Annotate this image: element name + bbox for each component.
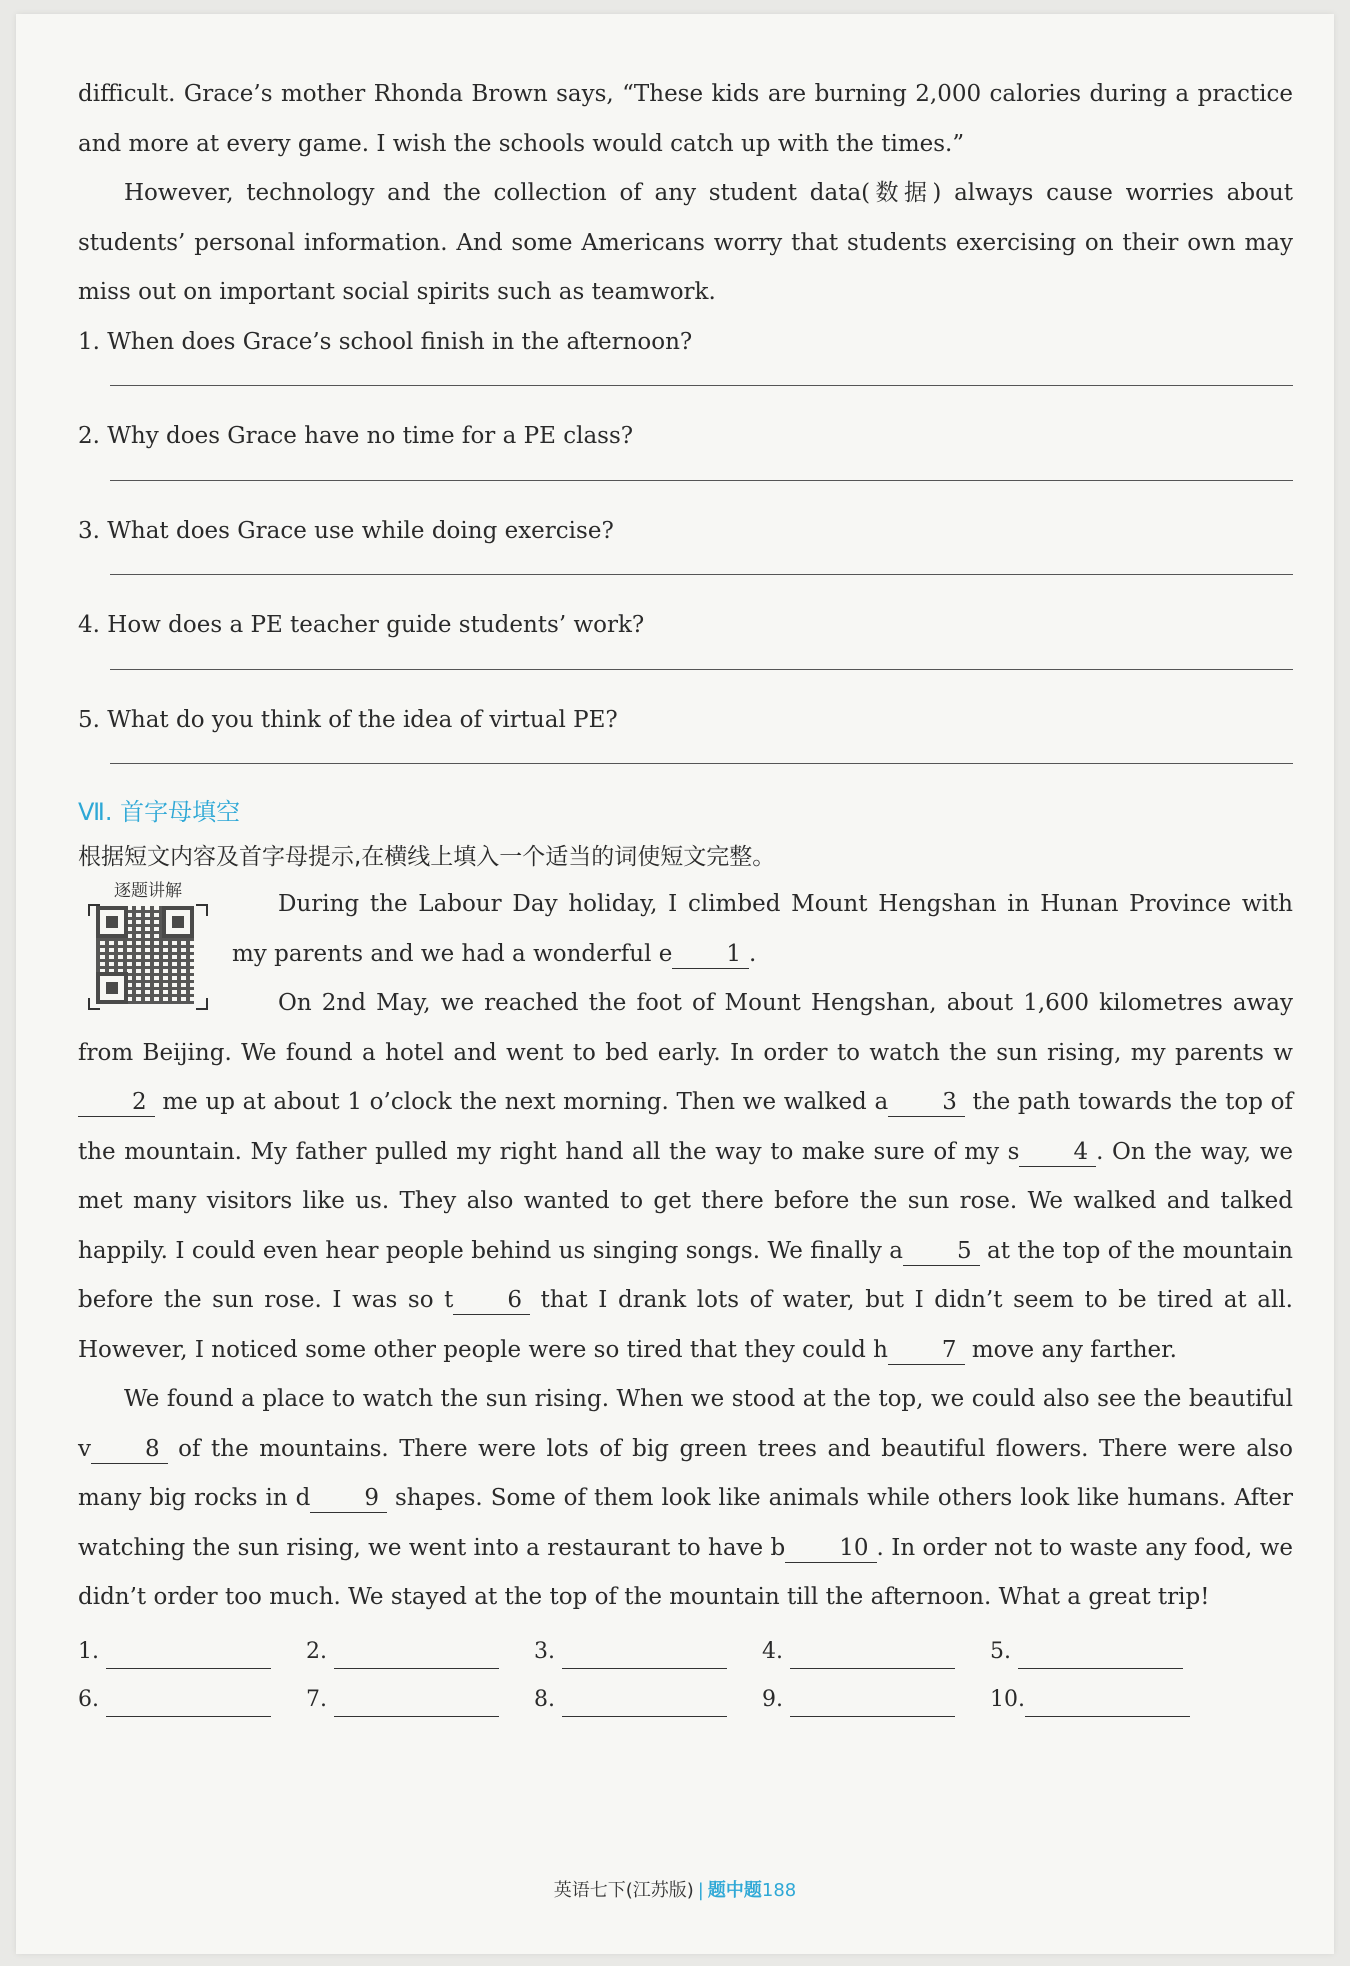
- answer-row-2: [78, 1677, 1293, 1725]
- answer-line-3[interactable]: [110, 574, 1293, 575]
- section-title: Ⅶ. 首字母填空: [78, 798, 241, 826]
- answer-line-5[interactable]: [110, 763, 1293, 764]
- blank-5[interactable]: 5: [903, 1237, 980, 1266]
- question-5: 5. What do you think of the idea of virtual PE?: [78, 706, 618, 733]
- answer-slot-6[interactable]: 6.: [78, 1675, 306, 1725]
- passage-paragraph-2: However, technology and the collection of any student data(数据) always cause worries about students’ personal information. And some Americans worry that students exercising on their own may miss out on important social spirits such as teamwork.: [78, 180, 1293, 305]
- qr-label: 逐题讲解: [114, 881, 182, 901]
- blank-10[interactable]: 10: [785, 1534, 876, 1563]
- cloze-paragraph-3: We found a place to watch the sun rising. When we stood at the top, we could also see the beautiful v 8 of the mountains. There were lots of big green trees and beautiful flowers. There were also many big rocks in d 9 shapes. Some of them look like animals while others look like humans. After watching the sun rising, we went into a restaurant to have b 10 . In order not to waste any food, we didn’t order too much. We stayed at the top of the mountain till the afternoon. What a great trip!: [78, 1386, 1293, 1610]
- content: [78, 70, 1293, 1725]
- footer-book-title: 英语七下(江苏版): [553, 1880, 694, 1901]
- answer-slot-4[interactable]: 4.: [762, 1627, 990, 1677]
- answer-line-2[interactable]: [110, 480, 1293, 481]
- answer-line-4[interactable]: [110, 669, 1293, 670]
- blank-2[interactable]: 2: [78, 1088, 155, 1117]
- section-instruction: 根据短文内容及首字母提示,在横线上填入一个适当的词使短文完整。: [78, 844, 776, 870]
- blank-1[interactable]: 1: [672, 940, 749, 969]
- blank-4[interactable]: 4: [1019, 1138, 1096, 1167]
- answer-line-1[interactable]: [110, 385, 1293, 386]
- question-4: 4. How does a PE teacher guide students’ work?: [78, 612, 645, 638]
- page: [16, 14, 1334, 1954]
- answer-slot-3[interactable]: 3.: [534, 1627, 762, 1677]
- footer-brand: 题中题: [707, 1880, 762, 1901]
- page-number: 188: [761, 1880, 797, 1901]
- passage-paragraph-1: difficult. Grace’s mother Rhonda Brown says, “These kids are burning 2,000 calories during a practice and more at every game. I wish the schools would catch up with the times.”: [78, 81, 1293, 157]
- cloze-passage: [78, 880, 1293, 1623]
- blank-6[interactable]: 6: [453, 1286, 530, 1315]
- answer-slot-9[interactable]: 9.: [762, 1675, 990, 1725]
- answer-slot-8[interactable]: 8.: [534, 1675, 762, 1725]
- answer-slot-2[interactable]: 2.: [306, 1627, 534, 1677]
- blank-8[interactable]: 8: [91, 1435, 168, 1464]
- page-footer: 英语七下(江苏版) | 题中题188: [553, 1880, 797, 1901]
- question-2: 2. Why does Grace have no time for a PE class?: [78, 423, 634, 449]
- answer-slot-7[interactable]: 7.: [306, 1675, 534, 1725]
- cloze-paragraph-2: On 2nd May, we reached the foot of Mount Hengshan, about 1,600 kilometres away from Beijing. We found a hotel and went to bed early. In order to watch the sun rising, my parents w2 me up at about 1 o’clock the next morning. Then we walked a 3 the path towards the top of the mountain. My father pulled my right hand all the way to make sure of my s 4 . On the way, we met many visitors like us. They also wanted to get there before the sun rose. We walked and talked happily. I could even hear people behind us singing songs. We finally a 5 at the top of the mountain before the sun rose. I was so t 6 that I drank lots of water, but I didn’t seem to be tired at all. However, I noticed some other people were so tired that they could h 7 move any farther.: [78, 990, 1294, 1363]
- qr-code-icon: [96, 906, 194, 1004]
- answer-row-1: [78, 1629, 1293, 1677]
- question-3: 3. What does Grace use while doing exercise?: [78, 517, 614, 544]
- blank-9[interactable]: 9: [310, 1484, 387, 1513]
- qr-code-block[interactable]: [78, 880, 218, 1012]
- answer-grid: [78, 1629, 1293, 1725]
- blank-3[interactable]: 3: [888, 1088, 965, 1117]
- answer-slot-5[interactable]: 5.: [990, 1627, 1218, 1677]
- blank-7[interactable]: 7: [888, 1336, 965, 1365]
- cloze-paragraph-1: During the Labour Day holiday, I climbed Mount Hengshan in Hunan Province with my parents and we had a wonderful e 1 .: [232, 891, 1293, 967]
- answer-slot-1[interactable]: 1.: [78, 1627, 306, 1677]
- answer-slot-10[interactable]: 10.: [990, 1675, 1218, 1725]
- question-1: 1. When does Grace’s school finish in the afternoon?: [78, 328, 693, 355]
